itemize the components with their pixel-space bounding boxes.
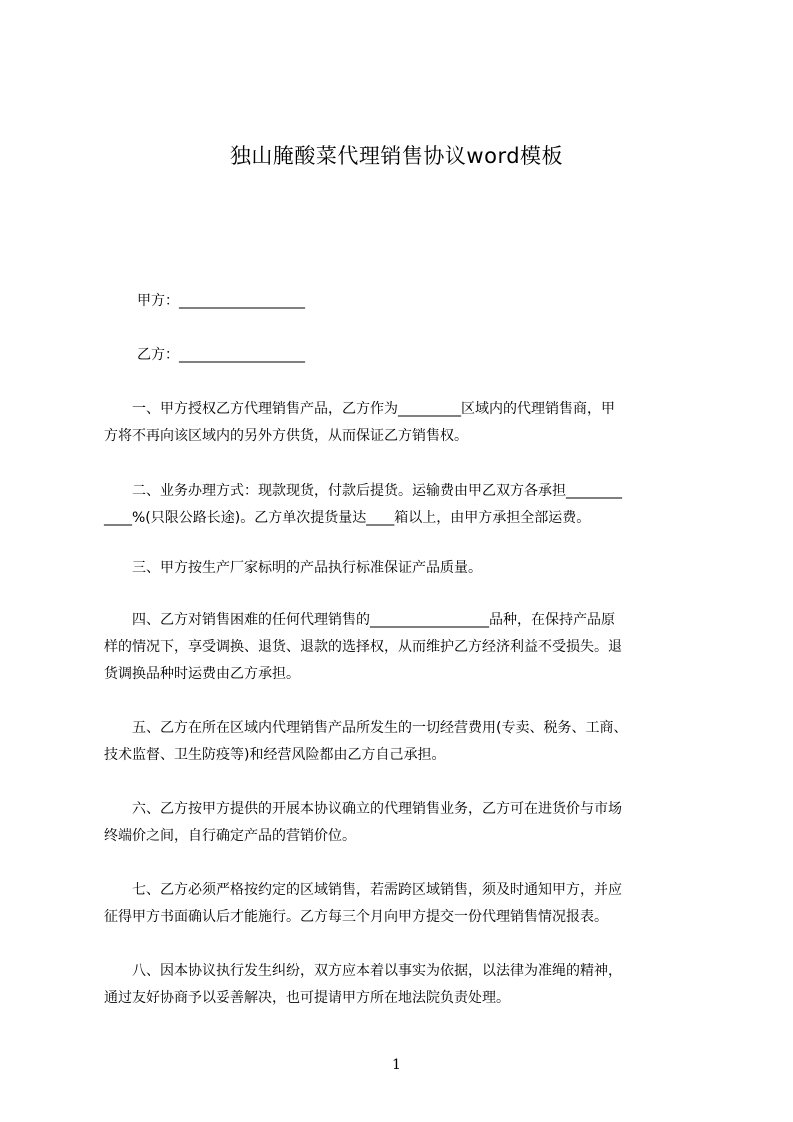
clause-8-line-1: 八、因本协议执行发生纠纷，双方应本着以事实为依据，以法律为准绳的精神， — [104, 963, 622, 979]
clause-5-line-1: 五、乙方在所在区域内代理销售产品所发生的一切经营费用(专卖、税务、工商、 — [104, 720, 628, 736]
clause-4-line-3: 货调换品种时运费由乙方承担。 — [104, 666, 300, 682]
page-number: 1 — [392, 1057, 401, 1073]
clause-6-line-2: 终端价之间，自行确定产品的营销价位。 — [104, 828, 356, 844]
clause-3-line-1: 三、甲方按生产厂家标明的产品执行标准保证产品质量。 — [104, 560, 482, 576]
clause-7-line-1: 七、乙方必须严格按约定的区域销售，若需跨区域销售，须及时通知甲方，并应 — [104, 882, 622, 898]
clause-2-line-2: ____%(只限公路长途)。乙方单次提货量达____箱以上，由甲方承担全部运费。 — [104, 510, 591, 526]
clause-8-line-2: 通过友好协商予以妥善解决，也可提请甲方所在地法院负责处理。 — [104, 990, 510, 1006]
party-b-line: 乙方：__________________ — [137, 347, 305, 363]
clause-4-line-2: 样的情况下，享受调换、退货、退款的选择权，从而维护乙方经济利益不受损失。退 — [104, 639, 622, 655]
clause-2-line-1: 二、业务办理方式：现款现货，付款后提货。运输费由甲乙双方各承担________ — [104, 483, 622, 499]
document-title: 独山腌酸菜代理销售协议word模板 — [229, 144, 564, 168]
clause-1-line-1: 一、甲方授权乙方代理销售产品，乙方作为_________区域内的代理销售商，甲 — [104, 401, 615, 417]
clause-6-line-1: 六、乙方按甲方提供的开展本协议确立的代理销售业务，乙方可在进货价与市场 — [104, 801, 622, 817]
party-a-line: 甲方：__________________ — [137, 293, 305, 309]
clause-1-line-2: 方将不再向该区域内的另外方供货，从而保证乙方销售权。 — [104, 428, 468, 444]
clause-4-line-1: 四、乙方对销售困难的任何代理销售的_________________品种，在保持产品原 — [104, 612, 615, 628]
clause-5-line-2: 技术监督、卫生防疫等)和经营风险都由乙方自己承担。 — [104, 747, 446, 763]
clause-7-line-2: 征得甲方书面确认后才能施行。乙方每三个月向甲方提交一份代理销售情况报表。 — [104, 909, 608, 925]
